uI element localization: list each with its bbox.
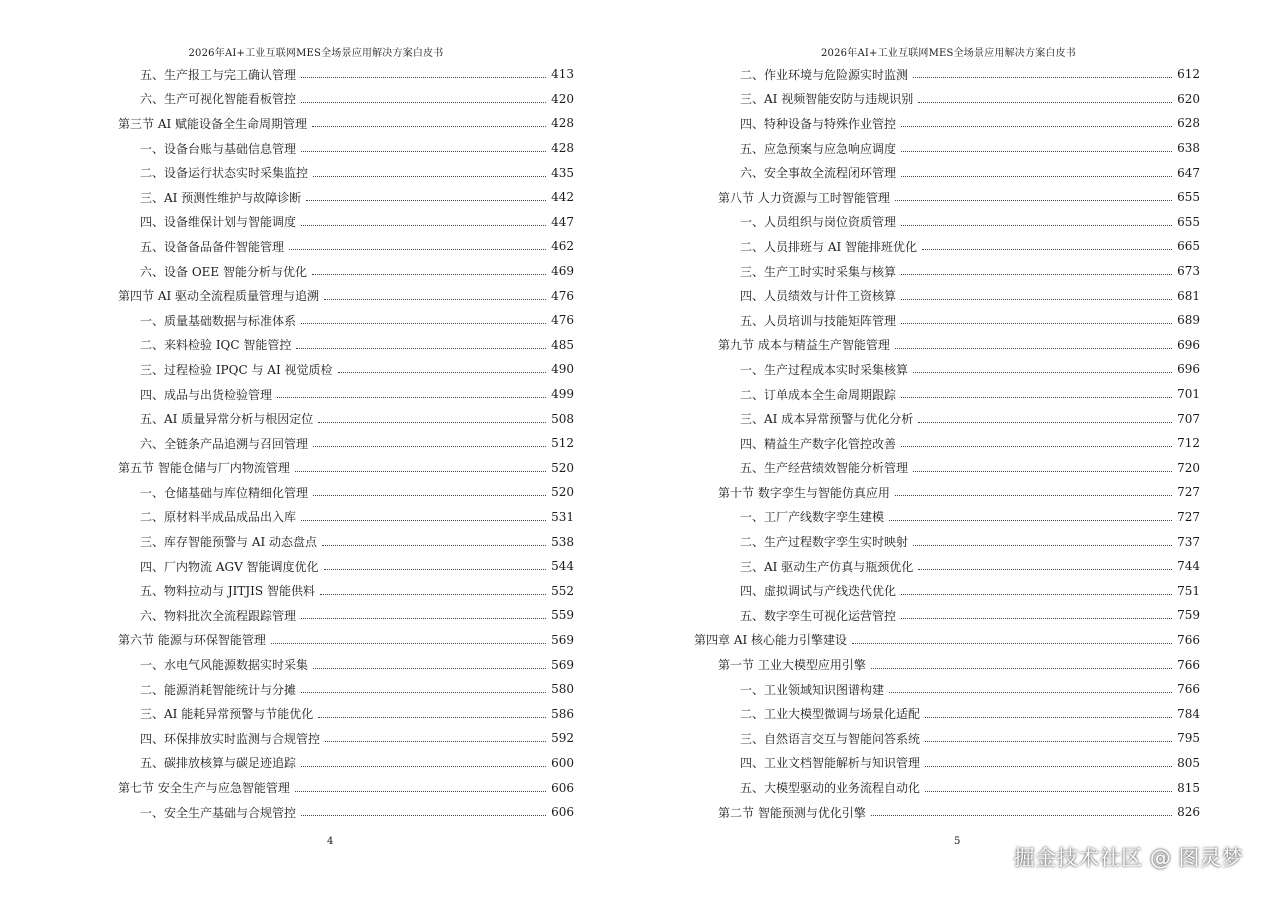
toc-entry-title: 四、工业文档智能解析与知识管理	[740, 756, 921, 771]
toc-entry-page: 490	[551, 362, 574, 377]
dot-leader	[322, 544, 546, 546]
dot-leader	[901, 593, 1172, 595]
dot-leader	[338, 371, 547, 373]
toc-entry-title: 四、环保排放实时监测与合规管控	[140, 731, 321, 746]
dot-leader	[913, 544, 1172, 546]
dot-leader	[301, 101, 546, 103]
toc-entry-title: 三、自然语言交互与智能问答系统	[740, 731, 921, 746]
toc-entry	[118, 87, 574, 112]
right-page	[632, 0, 1265, 898]
toc-entry-page: 544	[551, 559, 574, 574]
dot-leader	[277, 396, 546, 398]
toc-entry	[118, 136, 574, 161]
dot-leader	[925, 765, 1172, 767]
toc-entry-page: 744	[1177, 559, 1200, 574]
toc-entry	[118, 333, 574, 358]
toc-entry	[718, 62, 1200, 87]
toc-entry	[118, 431, 574, 456]
dot-leader	[320, 593, 546, 595]
toc-entry-title: 四、特种设备与特殊作业管控	[740, 116, 897, 131]
toc-entry-title: 六、全链条产品追溯与召回管理	[140, 436, 309, 451]
toc-entry-page: 485	[551, 337, 574, 352]
dot-leader	[852, 642, 1172, 644]
toc-entry	[118, 210, 574, 235]
toc-entry	[718, 308, 1200, 333]
toc-entry-page: 620	[1177, 91, 1200, 106]
toc-entry-title: 五、设备备品备件智能管理	[140, 239, 285, 254]
toc-section	[118, 775, 574, 800]
toc-entry-page: 628	[1177, 116, 1200, 131]
toc-entry-page: 586	[551, 706, 574, 721]
dot-leader	[301, 814, 546, 816]
dot-leader	[318, 716, 546, 718]
dot-leader	[325, 740, 546, 742]
dot-leader	[301, 150, 546, 152]
toc-entry-title: 一、工业领域知识图谱构建	[740, 682, 885, 697]
dot-leader	[313, 445, 546, 447]
toc-entry-page: 469	[551, 264, 574, 279]
toc-entry-title: 第七节 安全生产与应急智能管理	[118, 781, 290, 796]
toc-entry-title: 第三节 AI 赋能设备全生命周期管理	[118, 116, 308, 131]
toc-entry	[718, 456, 1200, 481]
toc-entry-page: 462	[551, 239, 574, 254]
toc-entry-title: 六、设备 OEE 智能分析与优化	[140, 264, 307, 279]
toc-entry-title: 五、应急预案与应急响应调度	[740, 141, 897, 156]
toc-entry-title: 二、生产过程数字孪生实时映射	[740, 535, 909, 550]
toc-entry-page: 552	[551, 583, 574, 598]
toc-entry	[118, 185, 574, 210]
toc-entry	[718, 554, 1200, 579]
dot-leader	[895, 494, 1172, 496]
dot-leader	[889, 691, 1172, 693]
dot-leader	[925, 790, 1172, 792]
dot-leader	[901, 617, 1172, 619]
toc-entry	[718, 726, 1200, 751]
dot-leader	[918, 568, 1172, 570]
toc-entry-page: 476	[551, 288, 574, 303]
toc-entry-page: 428	[551, 141, 574, 156]
toc-entry	[118, 357, 574, 382]
toc-entry-page: 435	[551, 165, 574, 180]
toc-entry-page: 647	[1177, 165, 1200, 180]
toc-entry-page: 428	[551, 116, 574, 131]
toc-entry-page: 696	[1177, 337, 1200, 352]
toc-entry-title: 一、人员组织与岗位资质管理	[740, 215, 897, 230]
toc-entry-page: 707	[1177, 411, 1200, 426]
dot-leader	[913, 470, 1172, 472]
dot-leader	[312, 125, 546, 127]
toc-entry-page: 606	[551, 805, 574, 820]
dot-leader	[324, 568, 547, 570]
toc-entry-page: 815	[1177, 780, 1200, 795]
toc-entry-title: 一、质量基础数据与标准体系	[140, 313, 297, 328]
toc-section	[718, 480, 1200, 505]
dot-leader	[913, 76, 1172, 78]
toc-entry-title: 一、生产过程成本实时采集核算	[740, 362, 909, 377]
toc-entry-title: 一、工厂产线数字孪生建模	[740, 510, 885, 525]
toc-entry	[718, 136, 1200, 161]
toc-entry-page: 413	[551, 67, 574, 82]
toc-entry-title: 六、物料批次全流程跟踪管理	[140, 608, 297, 623]
toc-entry-title: 四、厂内物流 AGV 智能调度优化	[140, 559, 319, 574]
toc-entry-page: 805	[1177, 755, 1200, 770]
dot-leader	[895, 347, 1172, 349]
toc-entry	[718, 505, 1200, 530]
toc-entry-page: 580	[551, 682, 574, 697]
dot-leader	[301, 617, 546, 619]
toc-entry-page: 655	[1177, 214, 1200, 229]
dot-leader	[289, 248, 546, 250]
toc-entry	[118, 578, 574, 603]
dot-leader	[901, 322, 1172, 324]
toc-entry-title: 二、来料检验 IQC 智能管控	[140, 338, 292, 353]
toc-entry-title: 二、原材料半成品成品出入库	[140, 510, 297, 525]
dot-leader	[913, 371, 1172, 373]
dot-leader	[301, 519, 546, 521]
toc-entry	[718, 111, 1200, 136]
page-number: 5	[954, 836, 961, 847]
dot-leader	[306, 199, 546, 201]
toc-entry-title: 第四节 AI 驱动全流程质量管理与追溯	[118, 289, 320, 304]
dot-leader	[301, 76, 546, 78]
toc-entry	[118, 677, 574, 702]
table-of-contents	[118, 62, 574, 824]
toc-entry	[718, 751, 1200, 776]
toc-entry-title: 三、生产工时实时采集与核算	[740, 264, 897, 279]
toc-entry-page: 673	[1177, 264, 1200, 279]
dot-leader	[922, 248, 1172, 250]
toc-entry-page: 766	[1177, 657, 1200, 672]
dot-leader	[301, 322, 546, 324]
toc-entry-title: 五、大模型驱动的业务流程自动化	[740, 781, 921, 796]
toc-entry	[718, 160, 1200, 185]
toc-entry	[718, 382, 1200, 407]
dot-leader	[901, 396, 1172, 398]
toc-entry-title: 二、人员排班与 AI 智能排班优化	[740, 239, 918, 254]
toc-section	[118, 456, 574, 481]
toc-entry-page: 592	[551, 731, 574, 746]
dot-leader	[901, 273, 1172, 275]
toc-entry-title: 三、AI 视频智能安防与违规识别	[740, 92, 914, 107]
dot-leader	[313, 667, 546, 669]
toc-entry-page: 681	[1177, 288, 1200, 303]
toc-entry-title: 第九节 成本与精益生产智能管理	[718, 338, 890, 353]
toc-entry-page: 696	[1177, 362, 1200, 377]
toc-entry	[718, 87, 1200, 112]
toc-entry-page: 712	[1177, 436, 1200, 451]
toc-entry-page: 720	[1177, 460, 1200, 475]
dot-leader	[901, 224, 1172, 226]
toc-section	[118, 283, 574, 308]
toc-chapter	[694, 628, 1200, 653]
toc-entry-title: 二、工业大模型微调与场景化适配	[740, 707, 921, 722]
toc-entry-title: 五、数字孪生可视化运营管控	[740, 608, 897, 623]
toc-entry-title: 三、过程检验 IPQC 与 AI 视觉质检	[140, 362, 333, 377]
dot-leader	[871, 667, 1172, 669]
toc-entry-page: 701	[1177, 387, 1200, 402]
toc-section	[718, 185, 1200, 210]
toc-entry-page: 447	[551, 214, 574, 229]
dot-leader	[901, 150, 1172, 152]
toc-entry-page: 476	[551, 313, 574, 328]
dot-leader	[889, 519, 1172, 521]
toc-entry-page: 508	[551, 411, 574, 426]
toc-entry	[118, 800, 574, 825]
toc-entry-title: 四、精益生产数字化管控改善	[740, 436, 897, 451]
toc-entry-title: 三、AI 成本异常预警与优化分析	[740, 412, 914, 427]
toc-entry	[718, 677, 1200, 702]
toc-entry-page: 665	[1177, 239, 1200, 254]
toc-entry-title: 一、仓储基础与库位精细化管理	[140, 485, 309, 500]
dot-leader	[296, 347, 546, 349]
toc-entry	[118, 554, 574, 579]
dot-leader	[318, 421, 546, 423]
toc-entry	[118, 160, 574, 185]
dot-leader	[895, 199, 1172, 201]
toc-entry	[718, 283, 1200, 308]
toc-entry-title: 五、生产经营绩效智能分析管理	[740, 461, 909, 476]
watermark: 掘金技术社区 @ 图灵梦	[1013, 846, 1243, 870]
toc-entry	[118, 603, 574, 628]
toc-entry-title: 二、设备运行状态实时采集监控	[140, 166, 309, 181]
toc-entry-page: 612	[1177, 67, 1200, 82]
toc-entry-title: 三、AI 能耗异常预警与节能优化	[140, 707, 314, 722]
toc-entry-title: 六、安全事故全流程闭环管理	[740, 166, 897, 181]
page-number: 4	[327, 836, 334, 847]
toc-entry-page: 520	[551, 460, 574, 475]
dot-leader	[271, 642, 546, 644]
dot-leader	[301, 765, 546, 767]
dot-leader	[901, 125, 1172, 127]
toc-entry-page: 655	[1177, 190, 1200, 205]
dot-leader	[918, 421, 1172, 423]
toc-entry-page: 766	[1177, 632, 1200, 647]
toc-entry-page: 638	[1177, 141, 1200, 156]
dot-leader	[925, 740, 1172, 742]
toc-entry-page: 606	[551, 780, 574, 795]
toc-entry-title: 第四章 AI 核心能力引擎建设	[694, 633, 848, 648]
toc-entry	[718, 210, 1200, 235]
toc-entry-page: 759	[1177, 608, 1200, 623]
toc-section	[718, 333, 1200, 358]
toc-entry	[118, 406, 574, 431]
toc-entry	[118, 529, 574, 554]
toc-entry-page: 784	[1177, 706, 1200, 721]
toc-entry	[118, 505, 574, 530]
dot-leader	[901, 298, 1172, 300]
toc-section	[718, 652, 1200, 677]
toc-entry-title: 一、设备台账与基础信息管理	[140, 141, 297, 156]
toc-entry-page: 826	[1177, 805, 1200, 820]
toc-entry	[118, 259, 574, 284]
toc-entry-title: 五、碳排放核算与碳足迹追踪	[140, 756, 297, 771]
toc-entry-title: 四、成品与出货检验管理	[140, 387, 273, 402]
toc-entry-title: 二、订单成本全生命周期跟踪	[740, 387, 897, 402]
toc-entry-title: 三、AI 预测性维护与故障诊断	[140, 190, 302, 205]
toc-entry-title: 四、人员绩效与计件工资核算	[740, 289, 897, 304]
toc-entry-title: 第六节 能源与环保智能管理	[118, 633, 266, 648]
toc-entry-page: 727	[1177, 485, 1200, 500]
toc-entry-page: 766	[1177, 682, 1200, 697]
toc-entry-title: 四、虚拟调试与产线迭代优化	[740, 584, 897, 599]
dot-leader	[301, 691, 546, 693]
toc-entry-title: 第十节 数字孪生与智能仿真应用	[718, 485, 890, 500]
toc-entry-title: 一、安全生产基础与合规管控	[140, 805, 297, 820]
toc-entry	[718, 775, 1200, 800]
toc-entry	[118, 62, 574, 87]
toc-entry-title: 第二节 智能预测与优化引擎	[718, 805, 866, 820]
toc-entry-page: 569	[551, 657, 574, 672]
toc-entry	[718, 578, 1200, 603]
toc-entry-page: 499	[551, 387, 574, 402]
toc-entry-title: 三、库存智能预警与 AI 动态盘点	[140, 535, 318, 550]
toc-entry-page: 531	[551, 509, 574, 524]
toc-entry-title: 第八节 人力资源与工时智能管理	[718, 190, 890, 205]
toc-section	[118, 628, 574, 653]
toc-entry	[718, 701, 1200, 726]
toc-entry	[718, 603, 1200, 628]
toc-section	[718, 800, 1200, 825]
toc-entry	[118, 308, 574, 333]
dot-leader	[871, 814, 1172, 816]
toc-entry-title: 第五节 智能仓储与厂内物流管理	[118, 461, 290, 476]
toc-entry-page: 512	[551, 436, 574, 451]
toc-entry	[718, 234, 1200, 259]
toc-entry-page: 520	[551, 485, 574, 500]
dot-leader	[313, 494, 546, 496]
toc-section	[118, 111, 574, 136]
toc-entry-title: 五、生产报工与完工确认管理	[140, 67, 297, 82]
dot-leader	[295, 790, 546, 792]
toc-entry-title: 四、设备维保计划与智能调度	[140, 215, 297, 230]
toc-entry-page: 538	[551, 534, 574, 549]
toc-entry	[118, 480, 574, 505]
table-of-contents	[694, 62, 1200, 824]
toc-entry-title: 第一节 工业大模型应用引擎	[718, 658, 866, 673]
toc-entry-page: 689	[1177, 313, 1200, 328]
toc-entry-page: 420	[551, 91, 574, 106]
toc-entry-page: 795	[1177, 731, 1200, 746]
toc-entry-title: 二、能源消耗智能统计与分摊	[140, 682, 297, 697]
toc-entry-page: 600	[551, 755, 574, 770]
toc-entry	[718, 529, 1200, 554]
toc-entry-title: 五、物料拉动与 JITJIS 智能供料	[140, 584, 315, 599]
toc-entry	[118, 701, 574, 726]
toc-entry-page: 727	[1177, 509, 1200, 524]
dot-leader	[295, 470, 546, 472]
toc-entry-title: 五、AI 质量异常分析与根因定位	[140, 412, 314, 427]
toc-entry	[118, 382, 574, 407]
running-header: 2026年AI+工业互联网MES全场景应用解决方案白皮书	[188, 48, 444, 59]
toc-entry	[118, 234, 574, 259]
toc-entry	[718, 406, 1200, 431]
toc-entry-title: 二、作业环境与危险源实时监测	[740, 67, 909, 82]
toc-entry	[718, 431, 1200, 456]
toc-entry	[718, 357, 1200, 382]
toc-entry	[118, 751, 574, 776]
running-header: 2026年AI+工业互联网MES全场景应用解决方案白皮书	[821, 48, 1076, 59]
toc-entry-page: 737	[1177, 534, 1200, 549]
dot-leader	[925, 716, 1172, 718]
dot-leader	[324, 298, 546, 300]
toc-entry-title: 五、人员培训与技能矩阵管理	[740, 313, 897, 328]
toc-entry-title: 一、水电气风能源数据实时采集	[140, 658, 309, 673]
toc-entry-page: 569	[551, 632, 574, 647]
dot-leader	[918, 101, 1172, 103]
dot-leader	[312, 273, 546, 275]
dot-leader	[301, 224, 546, 226]
left-page	[0, 0, 632, 898]
toc-entry	[118, 652, 574, 677]
toc-entry-title: 六、生产可视化智能看板管控	[140, 92, 297, 107]
toc-entry	[118, 726, 574, 751]
dot-leader	[901, 175, 1172, 177]
toc-entry-page: 751	[1177, 583, 1200, 598]
toc-entry-page: 559	[551, 608, 574, 623]
toc-entry-title: 三、AI 驱动生产仿真与瓶颈优化	[740, 559, 914, 574]
toc-entry	[718, 259, 1200, 284]
dot-leader	[901, 445, 1172, 447]
dot-leader	[313, 175, 546, 177]
toc-entry-page: 442	[551, 190, 574, 205]
